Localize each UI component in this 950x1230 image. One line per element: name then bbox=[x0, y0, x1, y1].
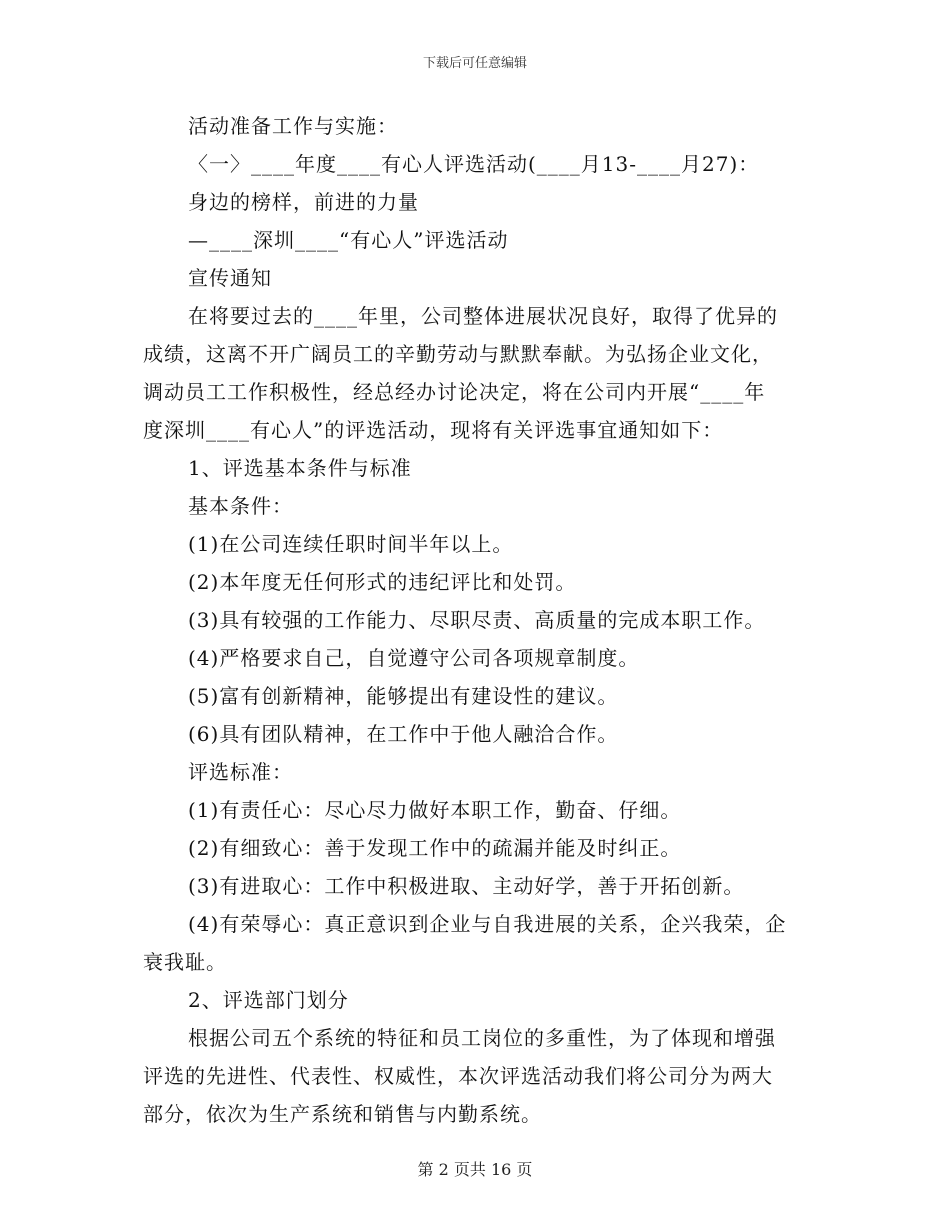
paragraph-line: 在将要过去的____年里，公司整体进展状况良好，取得了优异的 bbox=[188, 304, 778, 328]
paragraph-line: 2、评选部门划分 bbox=[188, 988, 349, 1012]
paragraph-line: 活动准备工作与实施： bbox=[188, 114, 398, 138]
paragraph-line: (4)严格要求自己，自觉遵守公司各项规章制度。 bbox=[188, 646, 640, 670]
paragraph-line: (2)本年度无任何形式的违纪评比和处罚。 bbox=[188, 570, 577, 594]
page-header: 下载后可任意编辑 bbox=[422, 56, 527, 71]
page-footer: 第 2 页共 16 页 bbox=[417, 1160, 533, 1179]
paragraph-line: 宣传通知 bbox=[188, 266, 272, 290]
paragraph-line: (3)具有较强的工作能力、尽职尽责、高质量的完成本职工作。 bbox=[188, 608, 766, 632]
paragraph-line: 衰我耻。 bbox=[143, 950, 227, 974]
paragraph-line: 评选标准： bbox=[188, 760, 293, 784]
paragraph-line: (6)具有团队精神，在工作中于他人融洽合作。 bbox=[188, 722, 619, 746]
paragraph-line: (4)有荣辱心：真正意识到企业与自我进展的关系，企兴我荣，企 bbox=[188, 912, 787, 936]
paragraph-line: (1)有责任心：尽心尽力做好本职工作，勤奋、仔细。 bbox=[188, 798, 682, 822]
paragraph-line: 调动员工工作积极性，经总经办讨论决定，将在公司内开展“____年 bbox=[143, 380, 766, 404]
paragraph-line: 基本条件： bbox=[188, 494, 293, 518]
paragraph-line: 身边的榜样，前进的力量 bbox=[188, 190, 419, 214]
paragraph-line: 评选的先进性、代表性、权威性，本次评选活动我们将公司分为两大 bbox=[143, 1064, 773, 1088]
paragraph-line: (3)有进取心：工作中积极进取、主动好学，善于开拓创新。 bbox=[188, 874, 745, 898]
paragraph-line: 部分，依次为生产系统和销售与内勤系统。 bbox=[143, 1102, 542, 1126]
paragraph-line: 根据公司五个系统的特征和员工岗位的多重性，为了体现和增强 bbox=[188, 1026, 776, 1050]
paragraph-line: (5)富有创新精神，能够提出有建设性的建议。 bbox=[188, 684, 619, 708]
paragraph-line: 〈一〉____年度____有心人评选活动(____月13-____月27)： bbox=[188, 152, 760, 176]
paragraph-line: 度深圳____有心人”的评选活动，现将有关评选事宜通知如下： bbox=[143, 418, 724, 442]
paragraph-line: (2)有细致心：善于发现工作中的疏漏并能及时纠正。 bbox=[188, 836, 682, 860]
paragraph-line: (1)在公司连续任职时间半年以上。 bbox=[188, 532, 514, 556]
paragraph-line: —____深圳____“有心人”评选活动 bbox=[188, 228, 509, 252]
paragraph-line: 成绩，这离不开广阔员工的辛勤劳动与默默奉献。为弘扬企业文化， bbox=[143, 342, 773, 366]
paragraph-line: 1、评选基本条件与标准 bbox=[188, 456, 412, 480]
